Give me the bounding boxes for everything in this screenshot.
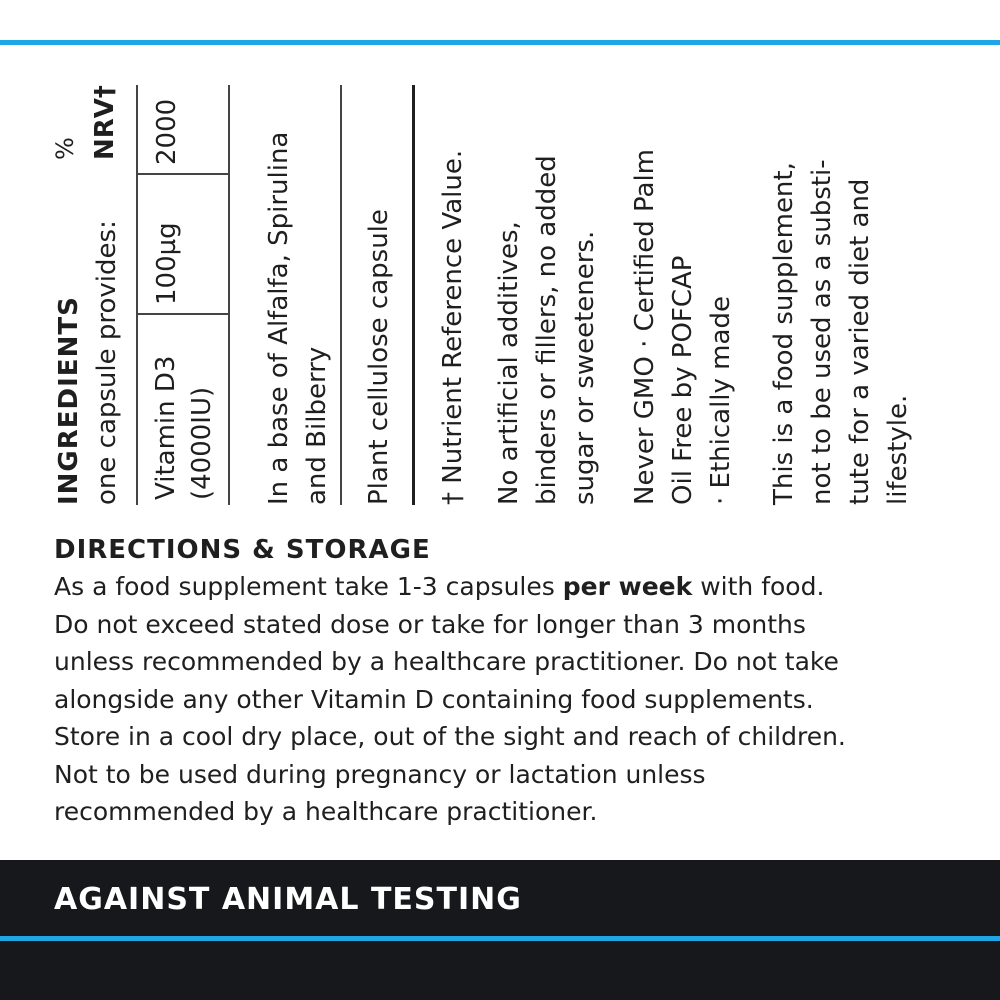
directions-title: DIRECTIONS & STORAGE: [54, 535, 431, 565]
directions-line: Store in a cool dry place, out of the sight and reach of children.: [54, 722, 846, 751]
nrv-note: † Nutrient Reference Value.: [438, 149, 468, 505]
vitamin-amount: 100µg: [152, 222, 182, 305]
percent-header: %: [51, 137, 79, 160]
additives-note: No artificial additives, binders or fillers, no added sugar or sweeteners.: [494, 155, 600, 505]
vitamin-nrv: 2000: [152, 98, 182, 165]
directions-line: unless recommended by a healthcare practitioner. Do not take: [54, 647, 839, 676]
bottom-accent-line: [0, 936, 1000, 941]
supplement-note: This is a food supplement, not to be used as a substi- tute for a varied diet and lifestyle.: [769, 159, 913, 505]
table-rule: [136, 85, 138, 505]
per-capsule-text: one capsule provides:: [92, 220, 122, 505]
ingredients-heading: INGREDIENTS: [54, 296, 84, 505]
directions-line: alongside any other Vitamin D containing food supplements.: [54, 684, 814, 714]
directions-line: recommended by a healthcare practitioner.: [54, 797, 598, 826]
ingredients-panel: [50, 85, 920, 505]
nrv-header: NRV†: [90, 85, 120, 160]
animal-testing-text: AGAINST ANIMAL TESTING: [54, 882, 522, 917]
vitamin-name: Vitamin D3 (4000IU): [151, 355, 217, 500]
table-rule: [228, 85, 230, 505]
directions-line: Do not exceed stated dose or take for longer than 3 months: [54, 609, 806, 639]
base-ingredients: In a base of Alfalfa, Spirulina and Bilberry: [264, 131, 332, 505]
directions-line: As a food supplement take 1-3 capsules per week with food.: [54, 572, 825, 601]
directions-section: [54, 532, 984, 831]
table-rule: [340, 85, 342, 505]
capsule-text: Plant cellulose capsule: [364, 209, 394, 505]
top-accent-line: [0, 40, 1000, 45]
gmo-note: Never GMO · Certified Palm Oil Free by POFCAP · Ethically made: [630, 148, 736, 505]
footer-band: [0, 860, 1000, 1000]
table-bottom-rule: [412, 85, 415, 505]
table-divider: [136, 173, 228, 175]
directions-line: Not to be used during pregnancy or lactation unless: [54, 759, 706, 789]
